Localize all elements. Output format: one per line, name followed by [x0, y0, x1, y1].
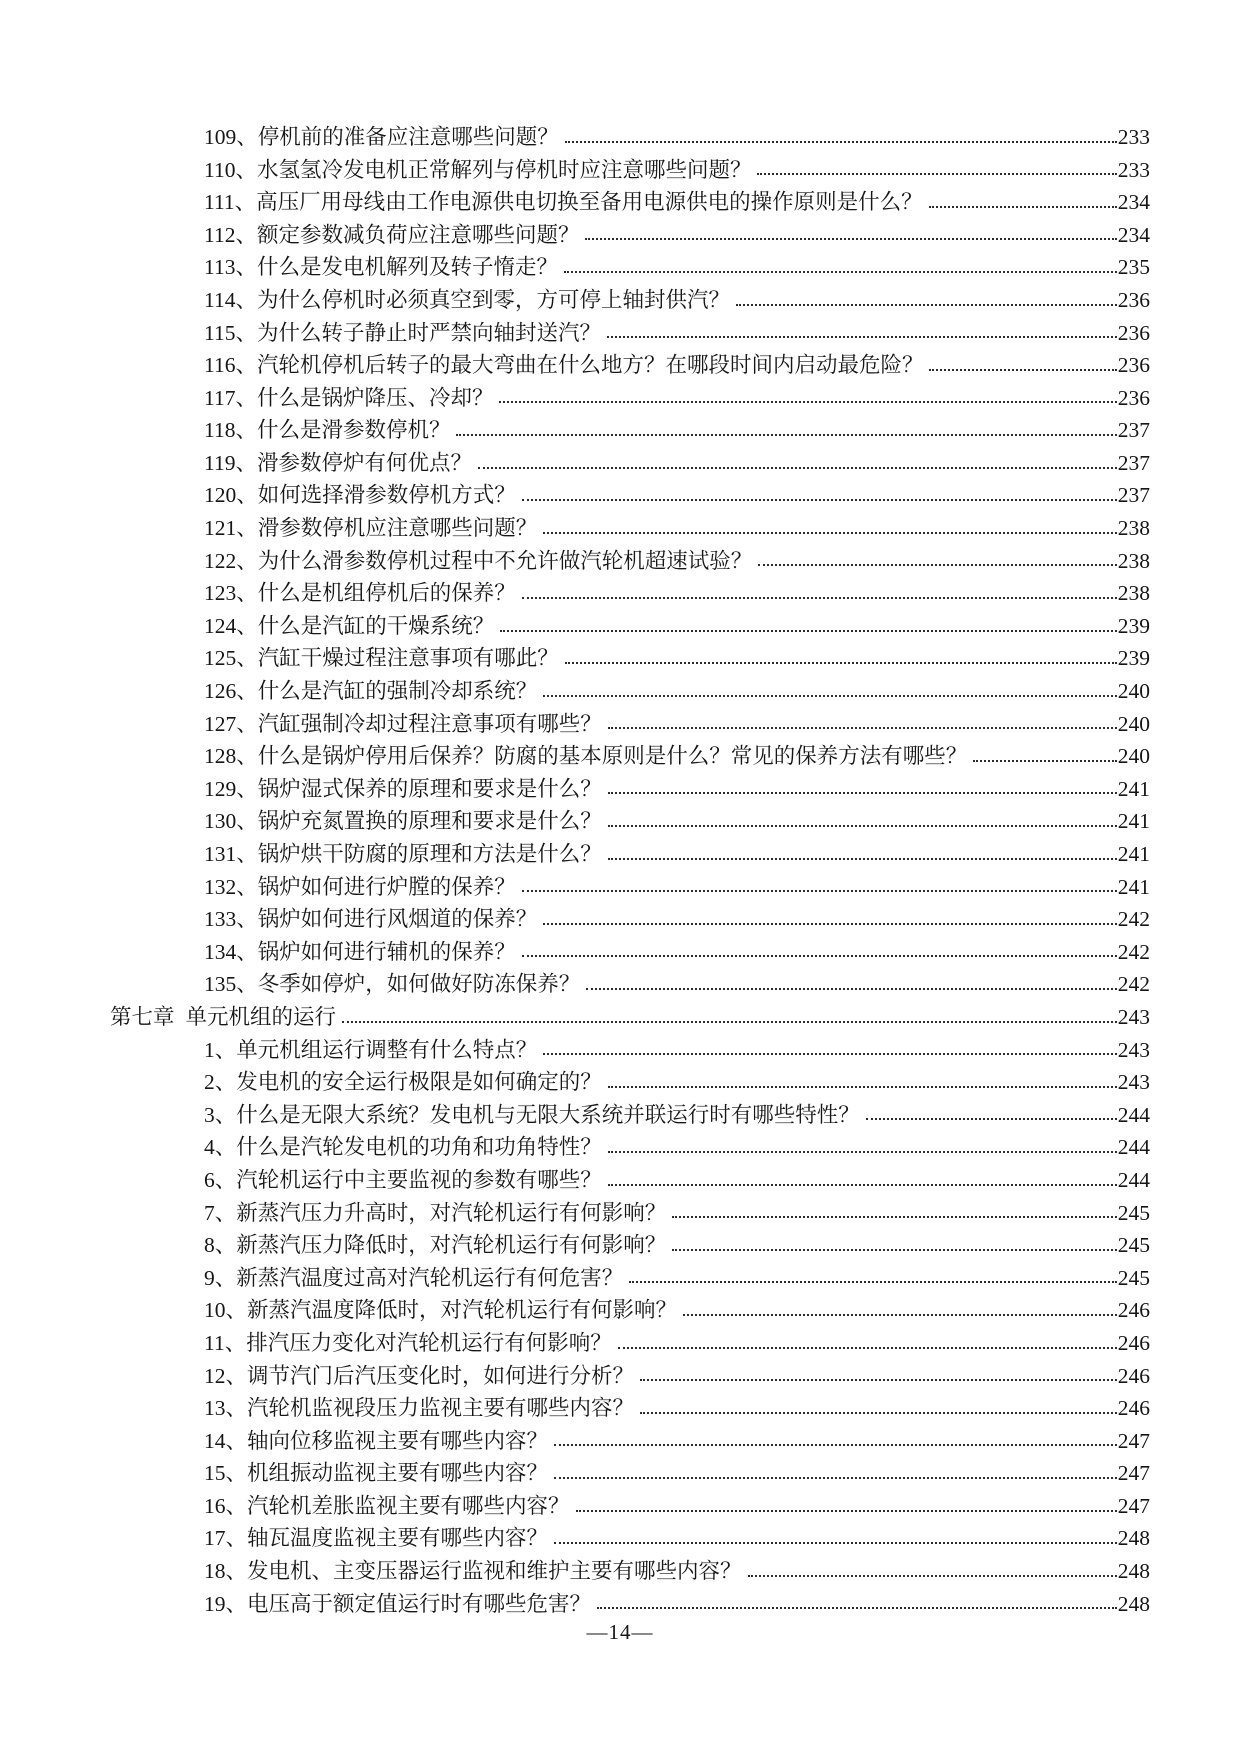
- toc-entry-page: 246: [1117, 1363, 1150, 1388]
- toc-entry-page: 236: [1117, 320, 1150, 345]
- toc-entry-title: 滑参数停炉有何优点？: [256, 450, 472, 475]
- toc-entry-title: 新蒸汽压力降低时，对汽轮机运行有何影响？: [236, 1233, 667, 1258]
- toc-entry-number: 7、: [204, 1200, 237, 1225]
- dot-leader: [640, 1379, 1117, 1381]
- toc-entry-title: 汽轮机监视段压力监视主要有哪些内容？: [247, 1396, 635, 1421]
- toc-entry-number: 114、: [204, 287, 257, 312]
- toc-entry-number: 10、: [204, 1298, 248, 1323]
- toc-entry-number: 129、: [204, 776, 258, 801]
- toc-entry-number: 123、: [204, 581, 258, 606]
- toc-row: [110, 671, 1150, 704]
- toc-entry-number: 3、: [204, 1102, 237, 1127]
- toc-entry-number: 14、: [204, 1428, 248, 1453]
- dot-leader: [522, 499, 1117, 501]
- dot-leader: [608, 792, 1117, 794]
- toc-entry-page: 236: [1117, 287, 1150, 312]
- toc-entry-title: 为什么停机时必须真空到零，方可停上轴封供汽？: [256, 287, 730, 312]
- toc-entry-number: 115、: [204, 320, 257, 345]
- toc-entry-title: 轴瓦温度监视主要有哪些内容？: [247, 1526, 549, 1551]
- dot-leader: [748, 1575, 1117, 1577]
- toc-entry-page: 248: [1117, 1526, 1150, 1551]
- toc-row: [110, 182, 1150, 215]
- toc-entry-page: 248: [1117, 1591, 1150, 1616]
- toc-entry-number: 16、: [204, 1493, 248, 1518]
- toc-entry-number: 132、: [204, 874, 258, 899]
- dot-leader: [456, 434, 1116, 436]
- toc-entry-title: 为什么转子静止时严禁向轴封送汽？: [256, 320, 601, 345]
- toc-entry-page: 242: [1117, 972, 1150, 997]
- toc-row: [110, 1453, 1150, 1486]
- dot-leader: [543, 1053, 1116, 1055]
- toc-entry-title: 什么是汽缸的干燥系统？: [257, 613, 495, 638]
- page-number-footer: —14—: [586, 1620, 654, 1645]
- dot-leader: [607, 336, 1117, 338]
- toc-entry-title: 轴向位移监视主要有哪些内容？: [247, 1428, 549, 1453]
- toc-entry-page: 244: [1117, 1102, 1150, 1127]
- toc-entry-number: 111、: [204, 190, 257, 215]
- dot-leader: [554, 1542, 1117, 1544]
- toc-row: [110, 1519, 1150, 1552]
- dot-leader: [586, 988, 1116, 990]
- toc-entry-number: 131、: [204, 842, 258, 867]
- toc-entry-title: 高压厂用母线由工作电源供电切换至备用电源供电的操作原则是什么？: [256, 190, 923, 215]
- toc-entry-page: 247: [1117, 1461, 1150, 1486]
- toc-row: [110, 1356, 1150, 1389]
- toc-entry-page: 244: [1117, 1167, 1150, 1192]
- toc-entry-title: 锅炉充氮置换的原理和要求是什么？: [257, 809, 602, 834]
- toc-row: [110, 1421, 1150, 1454]
- toc-row: [110, 280, 1150, 313]
- toc-entry-page: 241: [1117, 776, 1150, 801]
- toc-row: [110, 964, 1150, 997]
- dot-leader: [597, 1607, 1117, 1609]
- toc-entry-page: 239: [1117, 646, 1150, 671]
- toc-row: [110, 1388, 1150, 1421]
- toc-entry-number: 第七章: [110, 1004, 175, 1029]
- dot-leader: [543, 532, 1116, 534]
- toc-entry-number: 124、: [204, 613, 258, 638]
- toc-entry-number: 135、: [204, 972, 258, 997]
- dot-leader: [929, 206, 1117, 208]
- dot-leader: [608, 727, 1117, 729]
- dot-leader: [543, 695, 1116, 697]
- toc-entry-number: 118、: [204, 418, 257, 443]
- toc-row: [110, 606, 1150, 639]
- toc-row: [110, 1127, 1150, 1160]
- toc-entry-number: 110、: [204, 157, 257, 182]
- toc-entry-title: 什么是滑参数停机？: [256, 418, 451, 443]
- toc-entry-title: 什么是汽轮发电机的功角和功角特性？: [236, 1135, 602, 1160]
- dot-leader: [929, 369, 1116, 371]
- toc-entry-number: 6、: [204, 1167, 237, 1192]
- dot-leader: [618, 1347, 1117, 1349]
- toc-entry-title: 如何选择滑参数停机方式？: [257, 483, 516, 508]
- dot-leader: [672, 1249, 1116, 1251]
- toc-entry-number: 19、: [204, 1591, 248, 1616]
- toc-row: [110, 867, 1150, 900]
- toc-entry-page: 234: [1117, 222, 1150, 247]
- toc-entry-title: 锅炉如何进行风烟道的保养？: [257, 907, 538, 932]
- toc-entry-page: 244: [1117, 1135, 1150, 1160]
- toc-entry-title: 什么是锅炉降压、冷却？: [256, 385, 494, 410]
- toc-entry-title: 单元机组运行调整有什么特点？: [236, 1037, 538, 1062]
- toc-entry-title: 汽轮机运行中主要监视的参数有哪些？: [236, 1167, 602, 1192]
- toc-entry-number: 12、: [204, 1363, 248, 1388]
- toc-entry-page: 245: [1117, 1233, 1150, 1258]
- dot-leader: [543, 923, 1116, 925]
- toc-row: [110, 345, 1150, 378]
- toc-row: [110, 378, 1150, 411]
- toc-entry-title: 什么是无限大系统？发电机与无限大系统并联运行时有哪些特性？: [236, 1102, 860, 1127]
- toc-row: [110, 1062, 1150, 1095]
- toc-entry-title: 汽轮机差胀监视主要有哪些内容？: [247, 1493, 570, 1518]
- toc-row: [110, 1258, 1150, 1291]
- toc-entry-page: 245: [1117, 1265, 1150, 1290]
- toc-entry-page: 237: [1117, 483, 1150, 508]
- toc-entry-title: 单元机组的运行: [185, 1004, 337, 1029]
- toc-row: [110, 313, 1150, 346]
- toc-entry-title: 机组振动监视主要有哪些内容？: [247, 1461, 549, 1486]
- toc-entry-title: 什么是汽缸的强制冷却系统？: [257, 679, 538, 704]
- toc-entry-number: 109、: [204, 124, 258, 149]
- toc-row: [110, 769, 1150, 802]
- toc-entry-number: 11、: [204, 1330, 247, 1355]
- toc-entry-number: 17、: [204, 1526, 248, 1551]
- toc-entry-page: 238: [1117, 516, 1150, 541]
- toc-row: [110, 639, 1150, 672]
- toc-entry-page: 238: [1117, 581, 1150, 606]
- toc-entry-number: 117、: [204, 385, 257, 410]
- toc-row: [110, 573, 1150, 606]
- dot-leader: [683, 1314, 1117, 1316]
- dot-leader: [500, 630, 1116, 632]
- toc-entry-page: 242: [1117, 939, 1150, 964]
- toc-entry-title: 发电机、主变压器运行监视和维护主要有哪些内容？: [247, 1559, 742, 1584]
- toc-row: [110, 1584, 1150, 1617]
- toc-row: [110, 736, 1150, 769]
- toc-entry-page: 248: [1117, 1559, 1150, 1584]
- dot-leader: [758, 564, 1116, 566]
- toc-entry-page: 234: [1117, 190, 1150, 215]
- toc-entry-title: 电压高于额定值运行时有哪些危害？: [247, 1591, 592, 1616]
- toc-row: [110, 150, 1150, 183]
- toc-entry-page: 241: [1117, 874, 1150, 899]
- toc-row: [110, 997, 1150, 1030]
- toc-row: [110, 1486, 1150, 1519]
- toc-row: [110, 117, 1150, 150]
- toc-entry-page: 233: [1117, 124, 1150, 149]
- toc-entry-number: 1、: [204, 1037, 237, 1062]
- toc-entry-number: 134、: [204, 939, 258, 964]
- dot-leader: [478, 467, 1117, 469]
- dot-leader: [576, 1510, 1117, 1512]
- toc-entry-title: 冬季如停炉，如何做好防冻保养？: [257, 972, 581, 997]
- dot-leader: [640, 1412, 1117, 1414]
- toc-entry-page: 238: [1117, 548, 1150, 573]
- toc-entry-number: 112、: [204, 222, 257, 247]
- toc-entry-title: 调节汽门后汽压变化时，如何进行分析？: [247, 1363, 635, 1388]
- toc-row: [110, 899, 1150, 932]
- toc-entry-number: 9、: [204, 1265, 237, 1290]
- toc-entry-number: 120、: [204, 483, 258, 508]
- dot-leader: [585, 238, 1116, 240]
- toc-entry-title: 滑参数停机应注意哪些问题？: [257, 516, 538, 541]
- toc-entry-page: 235: [1117, 255, 1150, 280]
- dot-leader: [736, 304, 1117, 306]
- toc-row: [110, 801, 1150, 834]
- dot-leader: [608, 825, 1117, 827]
- dot-leader: [564, 271, 1117, 273]
- dot-leader: [672, 1216, 1116, 1218]
- toc-entry-page: 246: [1117, 1298, 1150, 1323]
- toc-entry-number: 127、: [204, 711, 258, 736]
- toc-entry-page: 247: [1117, 1428, 1150, 1453]
- toc-entry-page: 243: [1117, 1004, 1150, 1029]
- toc-entry-title: 什么是机组停机后的保养？: [257, 581, 516, 606]
- dot-leader: [522, 890, 1117, 892]
- toc-entry-page: 237: [1117, 418, 1150, 443]
- toc-row: [110, 1225, 1150, 1258]
- dot-leader: [608, 1086, 1117, 1088]
- toc-entry-page: 247: [1117, 1493, 1150, 1518]
- toc-entry-page: 245: [1117, 1200, 1150, 1225]
- toc-entry-number: 121、: [204, 516, 258, 541]
- toc-entry-title: 锅炉如何进行炉膛的保养？: [257, 874, 516, 899]
- toc-entry-number: 130、: [204, 809, 258, 834]
- toc-entry-title: 新蒸汽温度降低时，对汽轮机运行有何影响？: [247, 1298, 678, 1323]
- dot-leader: [608, 1151, 1117, 1153]
- toc-entry-number: 2、: [204, 1070, 237, 1095]
- toc-entry-number: 122、: [204, 548, 258, 573]
- toc-entry-number: 128、: [204, 744, 258, 769]
- dot-leader: [522, 597, 1117, 599]
- toc-entry-page: 240: [1117, 744, 1150, 769]
- toc-entry-number: 119、: [204, 450, 257, 475]
- toc-row: [110, 541, 1150, 574]
- toc-entry-title: 汽缸干燥过程注意事项有哪此？: [257, 646, 559, 671]
- dot-leader: [866, 1118, 1117, 1120]
- toc-entry-title: 为什么滑参数停机过程中不允许做汽轮机超速试验？: [257, 548, 753, 573]
- dot-leader: [973, 760, 1116, 762]
- toc-entry-number: 15、: [204, 1461, 248, 1486]
- toc-entry-number: 13、: [204, 1396, 248, 1421]
- dot-leader: [554, 1444, 1117, 1446]
- toc-row: [110, 1290, 1150, 1323]
- dot-leader: [554, 1477, 1117, 1479]
- toc-entry-title: 锅炉湿式保养的原理和要求是什么？: [257, 776, 602, 801]
- toc-row: [110, 1323, 1150, 1356]
- toc-entry-page: 239: [1117, 613, 1150, 638]
- toc-entry-page: 236: [1117, 353, 1150, 378]
- toc-row: [110, 247, 1150, 280]
- toc-entry-page: 246: [1117, 1330, 1150, 1355]
- toc-row: [110, 443, 1150, 476]
- toc-row: [110, 215, 1150, 248]
- toc-row: [110, 1030, 1150, 1063]
- toc-entry-number: 125、: [204, 646, 258, 671]
- toc-entry-title: 汽轮机停机后转子的最大弯曲在什么地方？在哪段时间内启动最危险？: [256, 353, 924, 378]
- toc-entry-title: 锅炉如何进行辅机的保养？: [257, 939, 516, 964]
- toc-row: [110, 1160, 1150, 1193]
- toc-entry-page: 241: [1117, 842, 1150, 867]
- toc-entry-page: 237: [1117, 450, 1150, 475]
- toc-entry-page: 242: [1117, 907, 1150, 932]
- dot-leader: [757, 173, 1116, 175]
- toc-entry-page: 246: [1117, 1396, 1150, 1421]
- toc-entry-title: 新蒸汽压力升高时，对汽轮机运行有何影响？: [236, 1200, 667, 1225]
- toc-row: [110, 932, 1150, 965]
- toc-entry-number: 4、: [204, 1135, 237, 1160]
- toc-row: [110, 476, 1150, 509]
- toc-row: [110, 508, 1150, 541]
- toc-entry-title: 什么是锅炉停用后保养？防腐的基本原则是什么？常见的保养方法有哪些？: [257, 744, 968, 769]
- toc-entry-number: 133、: [204, 907, 258, 932]
- toc-entry-page: 243: [1117, 1070, 1150, 1095]
- toc-entry-title: 汽缸强制冷却过程注意事项有哪些？: [257, 711, 602, 736]
- toc-entry-page: 241: [1117, 809, 1150, 834]
- dot-leader: [608, 858, 1117, 860]
- toc-entry-page: 233: [1117, 157, 1150, 182]
- toc-entry-number: 18、: [204, 1559, 248, 1584]
- toc-entry-number: 126、: [204, 679, 258, 704]
- toc-entry-page: 236: [1117, 385, 1150, 410]
- toc-entry-page: 240: [1117, 679, 1150, 704]
- toc-entry-title: 新蒸汽温度过高对汽轮机运行有何危害？: [236, 1265, 624, 1290]
- dot-leader: [608, 1184, 1117, 1186]
- toc-entry-title: 额定参数减负荷应注意哪些问题？: [256, 222, 580, 247]
- toc-entry-title: 水氢氢冷发电机正常解列与停机时应注意哪些问题？: [256, 157, 752, 182]
- dot-leader: [522, 955, 1117, 957]
- dot-leader: [565, 141, 1117, 143]
- toc-row: [110, 1193, 1150, 1226]
- toc-entry-number: 113、: [204, 255, 257, 280]
- toc-entry-page: 240: [1117, 711, 1150, 736]
- toc-entry-title: 什么是发电机解列及转子惰走？: [256, 255, 558, 280]
- toc-row: [110, 1095, 1150, 1128]
- toc-row: [110, 410, 1150, 443]
- dot-leader: [565, 662, 1117, 664]
- toc-entry-title: 发电机的安全运行极限是如何确定的？: [236, 1070, 602, 1095]
- toc-entry-title: 停机前的准备应注意哪些问题？: [257, 124, 559, 149]
- toc-entry-title: 排汽压力变化对汽轮机运行有何影响？: [246, 1330, 612, 1355]
- toc-entry-number: 8、: [204, 1233, 237, 1258]
- toc-entry-title: 锅炉烘干防腐的原理和方法是什么？: [257, 842, 602, 867]
- toc-row: [110, 834, 1150, 867]
- dot-leader: [629, 1281, 1116, 1283]
- dot-leader: [499, 401, 1116, 403]
- toc-row: [110, 704, 1150, 737]
- toc-entry-page: 243: [1117, 1037, 1150, 1062]
- toc-entry-number: 116、: [204, 353, 257, 378]
- dot-leader: [342, 1021, 1117, 1023]
- toc-row: [110, 1551, 1150, 1584]
